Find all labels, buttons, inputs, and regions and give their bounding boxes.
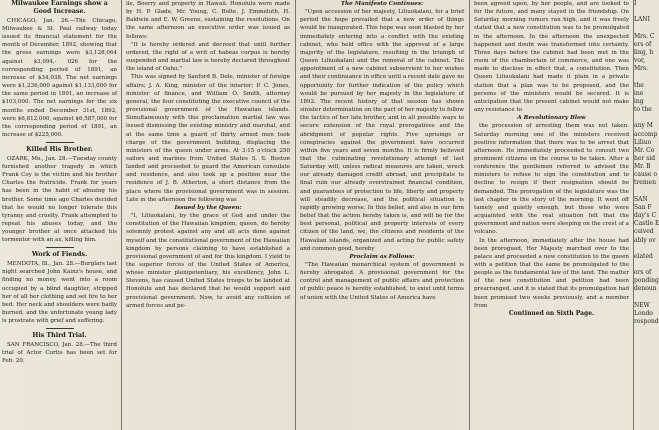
cropped-line: elated bbox=[634, 252, 653, 260]
article-paragraph: This was signed by Sanford B. Dole, minister of foreign affairs; J. A. King, minister of the interior; P. C. Jones, minister of finance, and William O. Smith, attorney general, the four constituting the executive council of the provisional government of the Hawaiian islands. Simultaneously with this proclamation martial law was issued dismissing the existing ministry and marshal, and at the same time a guard of thirty armed men took charge of the government building, displacing the ministers of the queen under arms. At 3:15 o'clock 250 sailors and marines from United States S. S. Boston landed and proceeded to guard the American consulate and residence, and also took up a position near the residence of J. B. Atherton, a short distance from the place where the provisional government was in session. Late in the afternoon the following was bbox=[126, 74, 290, 203]
cropped-line: LANI bbox=[634, 16, 650, 24]
cropped-line: ers of bbox=[634, 269, 652, 277]
cropped-line bbox=[634, 8, 644, 16]
queen-protest: "I, Liliuokalani, by the grace of God and under the constitution of the Hawaiian kingdom, queen, do hereby solemnly protest against any and all acts done against myself and the constitutional government of the Hawaiian kingdom by persons claiming to have established a provisional government of and for this kingdom. I yield to the superior forces of the United States of America, whose minister plenipotentiary, his excellency, John L. Stevens, has caused United States troops to be landed at Honolulu and has declared that he would support said provisional government. Now, to avoid any collision of armed forces and pe- bbox=[126, 213, 290, 309]
cropped-line: respond bbox=[634, 318, 659, 326]
cropped-line: Londo bbox=[634, 309, 653, 317]
cropped-line: tremen bbox=[634, 179, 656, 187]
cropped-line: ine bbox=[634, 89, 644, 97]
cropped-line: cause o bbox=[634, 171, 657, 179]
divider bbox=[46, 247, 74, 248]
cropped-line bbox=[634, 188, 644, 196]
cropped-line: Mrs. C bbox=[634, 32, 655, 40]
cropped-line: ers of bbox=[634, 40, 652, 48]
divider bbox=[46, 142, 74, 143]
cropped-line: Castle E bbox=[634, 220, 659, 228]
cropped-line: Liliuo bbox=[634, 138, 652, 146]
article-milwaukee: CHICAGO, Jan. 26.—The Chicago, Milwaukee & St. Paul railway today issued its financial statement for the month of December, 1892, showing that the gross earnings were $3,128,064 against $3,094,- 026 for the corresponding period of 1891, an increase of $34,038. The net earnings were $1,236,000 against $1,133,000 for the same period in 1891, an increase of $103,000. The net earnings for the six months ended December 31st, 1892, were $6,812,000, against $6,587,000 for the corresponding period of 1891, an increase of $225,000. bbox=[2, 17, 117, 138]
column-4 bbox=[470, 0, 632, 430]
cropped-line: the bbox=[634, 81, 644, 89]
article-continuation: ile, Boerry and property in Hawaii. Honolulu were made by H. P. Glade, Mr. Young, C. Bolte, J. Emmeluth, H. Baldwin and E. W. Greene, sustaining the resolutions. On the same afternoon an executive order was issued as follows: bbox=[126, 1, 290, 40]
article-killed-brother: OZARK, Mo., Jan. 28.—Tuesday county furnished another tragedy in which Frank Coy is the victim and his brother Charles the fratricide. Frank for years has been in the habit of abusing his brother. Some time ago Charles decided that he would no longer tolerate this tyranny and cruelty. Frank attempted to repeat his abuses today, and the younger brother at once attacked his tormentor with an ax, killing him. bbox=[2, 155, 117, 244]
cropped-line: I bbox=[634, 0, 637, 7]
cropped-line: ing bbox=[634, 97, 644, 105]
cropped-line: ponding bbox=[634, 277, 659, 285]
column-3 bbox=[296, 0, 468, 430]
column-1 bbox=[0, 0, 120, 430]
cropped-line: San F bbox=[634, 203, 652, 211]
divider bbox=[46, 328, 74, 329]
article-work-of-fiends: MENDOTA, Ill., Jan. 28.—Burglars last night searched John Kainz's house, and finding no money, went into a room occupied by a blind daughter, stripped her of all her clothing and set fire to her bed. Her neck and shoulders were badly burned, and the unfortunate young lady is prostrate with grief and suffering. bbox=[2, 261, 117, 325]
martial-law-order: "It is hereby ordered and decreed that until further ordered, the right of a writ of habeas corpus is hereby suspended and martial law is hereby declared throughout the island of Oahu." bbox=[126, 41, 290, 73]
cropped-line bbox=[634, 114, 644, 122]
cropped-line: to the bbox=[634, 106, 652, 114]
headline-milwaukee: Milwaukee Earnings show a Good Increase. bbox=[11, 0, 108, 16]
subhead-issued-by-queen: Issued by the Queen: bbox=[174, 204, 242, 211]
cropped-line: ceived bbox=[634, 228, 654, 236]
article-paragraph: In the afternoon, immediately after the house had been prorogued, Her Majesty marched over to the palace and proceeded a new constitution to the queen with a petition that the same be promulgated to the people as the fundamental law of the land. The matter of the new constitution and petition had been prearranged, and it is stated that its promulgation had been promised two weeks previously, and a member from bbox=[474, 237, 629, 309]
cropped-line: ably ov bbox=[634, 236, 656, 244]
proclamation-text: "The Hawaiian monarchical system of government is hereby abrogated. A provisional government for the control and management of public affairs and protection of public peace is hereby established, to exist until terms of union with the United States of America have bbox=[300, 262, 464, 301]
cropped-line: any M bbox=[634, 122, 653, 130]
cropped-line: ling, h bbox=[634, 48, 654, 56]
cropped-line: Mr. Co bbox=[634, 146, 655, 154]
cropped-line bbox=[634, 73, 644, 81]
headline-third-trial: His Third Trial. bbox=[32, 332, 87, 340]
cropped-line: day's C bbox=[634, 212, 657, 220]
cropped-line: SAN bbox=[634, 195, 648, 203]
subhead-proclaim: Proclaim as Follows: bbox=[349, 253, 415, 260]
subhead-manifesto: The Manifesto Continues: bbox=[340, 1, 424, 7]
cropped-line: denoun bbox=[634, 285, 657, 293]
cropped-line: vor, bbox=[634, 57, 646, 65]
column-5-cropped bbox=[634, 0, 659, 430]
cropped-line: accomp bbox=[634, 130, 658, 138]
cropped-line: Mr. B bbox=[634, 163, 651, 171]
headline-work-of-fiends: Work of Fiends. bbox=[31, 251, 88, 259]
headline-killed-brother: Killed His Brother. bbox=[26, 146, 93, 154]
cropped-line bbox=[634, 294, 644, 302]
cropped-line bbox=[634, 245, 644, 253]
continued-notice: Continued on Sixth Page. bbox=[508, 309, 595, 317]
manifesto-text: "Upon accession of her majesty, Liliuokalani, for a brief period the hope prevailed that a new order of things would be inaugurated. This hope was soon blasted by her immediately entering into a conflict with the existing cabinet, who held office with the approval of a large majority of the legislature, resulting in the triumph of Queen Liliuokalani and the removal of the cabinet. The appointment of a new cabinet subservient to her wishes and their continuance in office until a recent date gave no opportunity for further indication of the policy which would be pursued by her majesty in the legislature of 1892. The recent history of that session has shown sinister determination on the part of her majesty to follow the tactics of her late brother, and in all possible ways to secure extension of the royal prerogatives and the abridgment of popular rights. Five uprisings or conspiracies against the government have occurred within five years and seven months. It is firmly believed that the culminating revolutionary attempt of last Saturday will, unless radical measures are taken, wreck our already damaged credit abroad, and precipitate to final ruin our already overstrained financial condition, and guarantees of protection to life, liberty and property will steadily decrease, and the political situation is rapidly growing worse. In this belief, and also in our firm belief that the action hereby taken is, and will be for the best personal, political and property interests of every citizen of the land, we, the citizens and residents of the Hawaiian islands, organized and acting for public safety and common good, hereby bbox=[300, 9, 464, 252]
subhead-revolutionary-blow: A Revolutionary Blow bbox=[517, 115, 586, 122]
article-continuation: been agreed upon, by her people, and are looked to for the future, and many stayed in the friendship. On Saturday morning rumors ran high, and it was freely stated that a new constitution was to be promulgated in the afternoon. In the afternoon the unexpected happened and doubt was transformed into certainty. Three days before the cabinet had been met in the room of the chamberlain of commerce, and one was made to disclose in effect that, a constitution. Then Queen Liliuokalani had made it plain in a private station that a plan was to be proposed, and the persons of the ministers would be secured. It is anticipation that the present cabinet would not make any resistance to bbox=[474, 1, 629, 114]
cropped-line: NEW bbox=[634, 301, 650, 309]
cropped-line: Mrs. bbox=[634, 65, 648, 73]
article-paragraph: the procession of arresting them was not taken. Saturday morning one of the ministers received positive information that there was to be arrest that afternoon. He immediately proceeded to consult two prominent citizens on the course to be taken. After a conference the gentlemen referred to advised the ministers to refuse to sign the constitution and to decline to resign if their resignation should be demanded. The prorogation of the legislature was the last chapter in the story of the morning. It went off tamely and quietly enough, but those who were acquainted with the real situation felt that the government and nation were sleeping on the crest of a volcano. bbox=[474, 123, 629, 236]
column-2 bbox=[122, 0, 294, 430]
article-third-trial: SAN FRANCISCO, Jan. 28.—The third trial of Actor Curtis has been set for Feb. 20. bbox=[2, 341, 117, 365]
cropped-line: her sid bbox=[634, 154, 656, 162]
cropped-line bbox=[634, 24, 644, 32]
cropped-line bbox=[634, 261, 644, 269]
